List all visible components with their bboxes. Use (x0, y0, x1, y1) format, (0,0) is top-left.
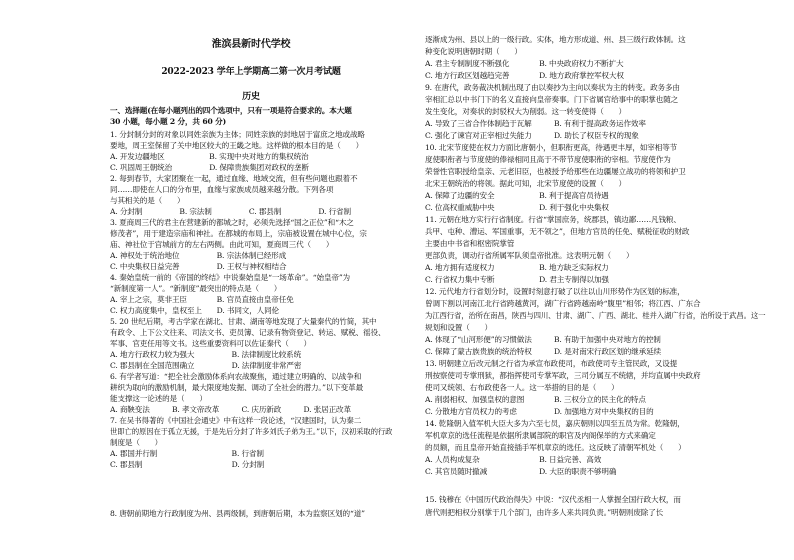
right-text-line: 发生变化，对奏状的封驳权大为削弱。这一转变使得（ ） (425, 107, 626, 116)
right-text-line: 逐渐成为州、县以上的一级行政。实体，地方形成道、州、县三级行政体制。这 (425, 35, 686, 44)
left-text-line: A. 郡国并行制 B. 行省制 (110, 449, 264, 458)
left-text-line: C. 郡县制在全国范围确立 D. 法律制度非常严密 (110, 361, 302, 370)
right-text-line: 唐代则把相权分别掌于几个部门，由许多人来共同负责。”明朝则废除了长 (425, 508, 664, 517)
right-text-line: 15. 钱穆在《中国历代政治得失》中说：“汉代丞相一人掌握全国行政大权，而 (425, 495, 681, 504)
left-text-line: 一、选择题(在每小题列出的四个选项中，只有一项是符合要求的。本大题 (110, 106, 352, 115)
right-text-line: 度使职衔者与节度使的俸禄相同且高于不带节度使职衔的宰相。节度使作为 (425, 155, 671, 164)
left-text-line: A. 开发边疆地区 B. 实现中央对地方的集权统治 (110, 152, 309, 161)
right-text-line: 主要由中书省和枢密院掌管 (425, 239, 515, 248)
right-text-line: A. 削弱相权、加强皇权的意图 B. 三权分立的民主化的特点 (425, 395, 646, 404)
left-text-line: C. 郡县制 D. 分封制 (110, 460, 265, 469)
left-text-line: 制度是（ ） (110, 438, 163, 447)
right-text-line: C. 保障了蒙古族贵族的统治特权 D. 是对南宋行政区划的继承延续 (425, 347, 661, 356)
right-text-line: 11. 元朝在地方实行行省制度。行省“掌国庶务，统郡县，镇边鄙……凡钱粮、 (425, 215, 681, 224)
left-text-line: 5. 20 世纪后期，考古学家在湖北、甘肃、湖南等地发现了大量秦代的竹简，其中 (110, 317, 377, 326)
left-text-line: 与其相关的是（ ） (110, 196, 185, 205)
left-text-line: A. 宰上之宗，莫非王臣 B. 官员直接由皇帝任免 (110, 295, 294, 304)
left-text-line: 要地，周王室保留了关中地区较大的王畿之地。这样做的根本目的是（ ） (110, 141, 364, 150)
right-text-line: 使司又统领、右布政使各一人。这一举措的目的是（ ） (425, 383, 619, 392)
right-text-line: 13. 明朝建立后改元制之行省为承宣布政使司，布政使司专主管民政，又设提 (425, 359, 678, 368)
right-text-line: 9. 在唐代，政务裁决机制出现了由以奏抄为主向以奏状为主的转变。政务多由 (425, 83, 680, 92)
left-text-line: 军事、官吏任用等文书。这些重要资料可以佐证秦代（ ） (110, 339, 311, 348)
right-text-line: A. 人员构成复杂 B. 日益完善、高效 (425, 455, 602, 464)
left-text-line: 3. 夏商周三代的君主在营建新的都城之时，必须先选择“国之正位”和“木之 (110, 218, 354, 227)
right-text-line: 的员额，而且皇帝开始直接插手军机章京的选任。这反映了清朝军机处（ ） (425, 443, 686, 452)
left-text-line: 耕织为取向的激励机制，最大限度地发掘、调动了全社会的潜力。”以下变革最 (110, 383, 364, 392)
right-text-line: 军机章京的选任流程是依据所隶属部院的职官及内阁保举的方式来确定 (425, 431, 656, 440)
right-text-line: A. 君主专制制度不断强化 B. 中央政府权力不断扩大 (425, 59, 624, 68)
right-text-line: C. 强化了谏官对正宰相过失能力 D. 助长了权臣专权的现象 (425, 131, 639, 140)
right-text-line: C. 位高权重威胁中央 D. 利于强化中央集权 (425, 203, 609, 212)
left-text-line: 30 小题，每小题 2 分，共 60 分) (110, 117, 227, 126)
left-text-line: 6. 有学者写道：“把全社会激励体系向农战聚焦，通过建立明确的、以战争和 (110, 372, 362, 381)
left-text-line: A. 神权处于统治地位 B. 宗法体制已经形成 (110, 251, 287, 260)
left-text-line: 庙、神社位于宫城前方的左右两侧。由此可知，夏商周三代（ ） (110, 240, 334, 249)
left-text-line: 世即亡的原因在于孤立无援，于是先后分封了许多刘氏子弟为王。”以下，汉初采取的行政 (110, 427, 392, 436)
left-text-line: 4. 秦始皇统一前的《帝国的终结》中说秦始皇是“一场革命”。“始皇帝”为 (110, 273, 351, 282)
left-text-line: C. 巩固周王朝统治 D. 保障贵族集团对政权的垄断 (110, 163, 309, 172)
right-text-line: 12. 元代地方行省划分时，设置时刻意打破了以往以山川形势作为区划的标准， (425, 287, 685, 296)
right-text-line: C. 地方行政区划越趋完善 D. 地方政府掌控军权大权 (425, 71, 624, 80)
right-text-line: C. 其官员随时撤减 D. 大臣的职责不够明确 (425, 467, 617, 476)
left-text-line: A. 地方行政权力较为强大 B. 法律制度比较系统 (110, 350, 302, 359)
right-text-line: C. 行省权力集中专断 D. 君主专制得以加强 (425, 275, 609, 284)
left-text-line: 淮滨县新时代学校 (211, 39, 291, 50)
left-text-line: 历史 (242, 92, 260, 102)
left-text-line: C. 权力高度集中，皇权至上 D. 书同文，人同伦 (110, 306, 279, 315)
right-text-line: 宰相汇总以中书门下的名义直接向皇帝奏事。门下省属官给事中的职掌也随之 (425, 95, 679, 104)
right-text-line: 兵甲、屯种、漕运、军国重事，无不领之”，但地方官员的任免、赋税征收的财政 (425, 227, 690, 236)
left-text-line: A. 商鞅变法 B. 孝文帝改革 C. 庆历新政 D. 张居正改革 (110, 405, 351, 414)
right-text-line: 荣誉性官职授给皇亲、元老旧臣，也被授予给那些在边疆屡立战功的将领和护卫 (425, 167, 686, 176)
left-text-line: 能支撑这一论述的是（ ） (110, 394, 207, 403)
right-text-line: 曾调下割以河南江北行省跨越黄河，湖广行省跨越南岭“腹里”相邻；将江西、广东合 (425, 299, 701, 308)
left-text-line: 2022-2023 学年上学期高二第一次月考试题 (161, 67, 341, 77)
right-text-line: A. 保障了边疆的安全 B. 利于提高官员待遇 (425, 191, 609, 200)
right-text-line: 规划和设置（ ） (425, 323, 492, 332)
left-text-line: “新制度第一人”。“新制度”最突出的特点是（ ） (110, 284, 282, 293)
right-text-line: 14. 乾隆朝入值军机大臣大多为六至七员，嘉庆朝则以四至五员为常。乾隆朝， (425, 419, 685, 428)
right-text-line: A. 地方拥有适度权力 B. 地方缺乏实际权力 (425, 263, 609, 272)
left-column (110, 0, 392, 560)
left-text-line: 修茂者”，用于建造宗庙和神社。在都城的布局上，宗庙被设置在城中心位，宗 (110, 229, 367, 238)
right-text-line: 10. 北宋节度使在权力方面比唐朝小，但职衔更高，待遇更丰厚，如宰相等节 (425, 143, 678, 152)
right-text-line: C. 分散地方官员权力的考虑 D. 加强地方对中央集权的目的 (425, 407, 654, 416)
left-text-line: 7. 在吴书得著的《中国社会通史》中有这样一段论述，“汉建国时，认为秦二 (110, 416, 362, 425)
right-column (425, 0, 773, 560)
left-text-line: 1. 分封制分封的对象以同姓亲族为主体；同姓亲族的封地居于富庶之地或战略 (110, 130, 365, 139)
left-text-line: 同……即使在人口的分布里，血缘与家族成员越来越分散。下列各项 (110, 185, 334, 194)
right-text-line: A. 体现了“山河形便”的习惯做法 B. 有助于加强中央对地方的控制 (425, 335, 661, 344)
left-text-line: C. 中央集权日益完善 D. 王权与神权相结合 (110, 262, 287, 271)
right-text-line: 北宋王朝统治的将领。据此可知，北宋节度使的设置（ ） (425, 179, 626, 188)
left-text-line: 2. 每到春节，大家团聚在一起，通过血缘、地域交流，但有些问题也跟着不 (110, 174, 358, 183)
left-text-line: 8. 唐朝前期地方行政制度为州、县两级制，到唐朝后期，本为监察区划的“道” (110, 509, 365, 518)
right-text-line: 更部负责，调动行省所属军队须皇帝批准。这表明元朝（ ） (425, 251, 634, 260)
right-text-line: 刑按察使司专掌刑狱，都指挥使司专掌军政，三司分属互不统辖，并均直属中央政府 (425, 371, 701, 380)
right-text-line: A. 导致了三省合作体制趋于瓦解 B. 有利于提高政务运作效率 (425, 119, 646, 128)
left-text-line: A. 分封制 B. 宗法制 C. 郡县制 D. 行省制 (110, 207, 351, 216)
left-text-line: 有政令、上下公文往来、司法文书、吏员簿、记录有物资登记、转运、赋税、徭役、 (110, 328, 386, 337)
right-text-line: 种变化说明唐朝时期（ ） (425, 47, 522, 56)
right-text-line: 为江西行省，治所在南昌，陕西与四川、甘肃、湖广、广西、湖北、桂并入湖广行省，治所设于武昌。这一 (425, 311, 766, 320)
